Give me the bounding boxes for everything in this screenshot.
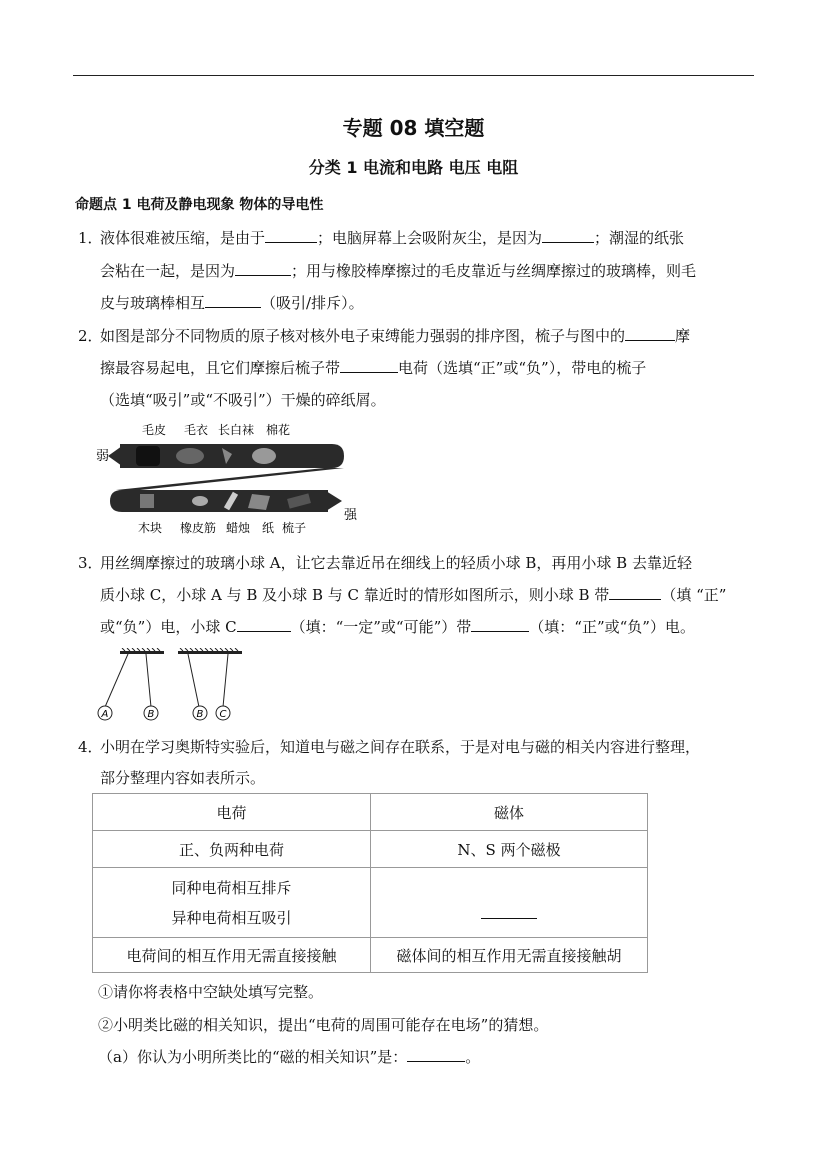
table-row [93,938,648,973]
triboelectric-series-figure [92,418,362,540]
label-paper: 纸 [262,521,275,535]
q3-line-3: 或“负”）电，小球 C （填：“一定”或“可能”）带 （填：“正”或“负”）电。 [100,618,695,636]
q3-blank-2[interactable] [237,617,291,632]
cell-magnet-poles: N、S 两个磁极 [371,831,648,868]
right-support [178,651,242,654]
q2-number: 2． [78,327,103,345]
label-rubber-band: 橡皮筋 [180,521,217,535]
table-row [93,868,648,938]
q1-line-3: 皮与玻璃棒相互 （吸引/排斥）。 [100,294,364,312]
wood-block-icon [140,494,154,508]
q4-number: 4． [78,738,103,756]
q1-blank-3[interactable] [235,261,291,276]
page-title: 专题 08 填空题 [342,116,485,140]
q1-line-2: 会粘在一起，是因为 ；用与橡胶棒摩擦过的毛皮靠近与丝绸摩擦过的玻璃棒，则毛 [100,262,697,280]
header-magnet: 磁体 [371,794,648,831]
sweater-icon [176,448,204,464]
ball-c-label: C [219,709,227,720]
q3-line-1: 3．用丝绸摩擦过的玻璃小球 A，让它去靠近吊在细线上的轻质小球 B，再用小球 B 去靠近轻 [78,554,692,572]
strong-label: 强 [344,508,358,523]
category-subtitle: 分类 1 电流和电路 电压 电阻 [308,158,519,177]
section-heading: 命题点 1 电荷及静电现象 物体的导电性 [75,197,324,213]
series-band-diagonal [116,468,344,490]
label-comb: 梳子 [282,521,307,535]
q2-blank-2[interactable] [340,358,398,373]
label-fur: 毛皮 [142,423,167,437]
charge-magnet-table [92,793,648,973]
q2-line-3: （选填“吸引”或“不吸引”）干燥的碎纸屑。 [100,391,386,409]
q3-blank-3[interactable] [471,617,529,632]
table-header-row [93,794,648,831]
q4-instruction-2: ②小明类比磁的相关知识，提出“电荷的周围可能存在电场”的猜想。 [98,1016,549,1034]
strings [105,654,228,707]
strong-arrow-icon [326,491,342,511]
left-support-hatch [122,648,160,651]
cell-magnet-interaction-blank [371,868,648,938]
header-rule [73,75,754,76]
header-charge: 电荷 [93,794,371,831]
label-sweater: 毛衣 [184,423,209,437]
hanging-balls-figure [92,648,252,724]
cell-charge-types: 正、负两种电荷 [93,831,371,868]
q4-line-1: 4．小明在学习奥斯特实验后，知道电与磁之间存在联系，于是对电与磁的相关内容进行整理， [78,738,701,756]
q3-number: 3． [78,554,103,572]
q1-blank-4[interactable] [205,293,261,308]
left-support [120,651,164,654]
q4-table-blank[interactable] [481,904,537,919]
q4-line-2: 部分整理内容如表所示。 [100,769,266,787]
q1-blank-1[interactable] [265,228,317,243]
cell-charge-no-contact: 电荷间的相互作用无需直接接触 [93,938,371,973]
q2-line-1: 2．如图是部分不同物质的原子核对核外电子束缚能力强弱的排序图，梳子与图中的 摩 [78,327,691,345]
cotton-icon [252,448,276,464]
rubber-band-icon [192,496,208,506]
table-row [93,831,648,868]
q4-blank-a[interactable] [407,1047,465,1062]
ball-b-right-label: B [196,709,204,720]
label-wood: 木块 [138,521,163,535]
q4-subquestion-a: （a）你认为小明所类比的“磁的相关知识”是： 。 [98,1048,481,1066]
label-cotton: 棉花 [266,423,291,437]
weak-label: 弱 [96,449,110,464]
q3-line-2: 质小球 C，小球 A 与 B 及小球 B 与 C 靠近时的情形如图所示，则小球 B 带 （填 “正” [100,586,727,604]
cell-magnet-no-contact: 磁体间的相互作用无需直接接触胡 [371,938,648,973]
fur-icon [136,446,160,466]
ball-a-label: A [101,709,109,720]
q4-instruction-1: ①请你将表格中空缺处填写完整。 [98,983,324,1001]
label-sock: 长白袜 [218,423,255,437]
weak-arrow-icon [108,446,122,466]
q1-line-1: 1．液体很难被压缩，是由于 ；电脑屏幕上会吸附灰尘，是因为 ；潮湿的纸张 [78,229,685,247]
right-support-hatch [180,648,238,651]
q1-number: 1． [78,229,103,247]
q2-blank-1[interactable] [625,326,675,341]
q2-line-2: 擦最容易起电，且它们摩擦后梳子带 电荷（选填“正”或“负”），带电的梳子 [100,359,647,377]
q1-blank-2[interactable] [542,228,594,243]
cell-charge-interaction: 同种电荷相互排斥 异种电荷相互吸引 [93,868,371,938]
label-candle: 蜡烛 [226,521,251,535]
ball-b-left-label: B [147,709,155,720]
q3-blank-1[interactable] [609,585,661,600]
